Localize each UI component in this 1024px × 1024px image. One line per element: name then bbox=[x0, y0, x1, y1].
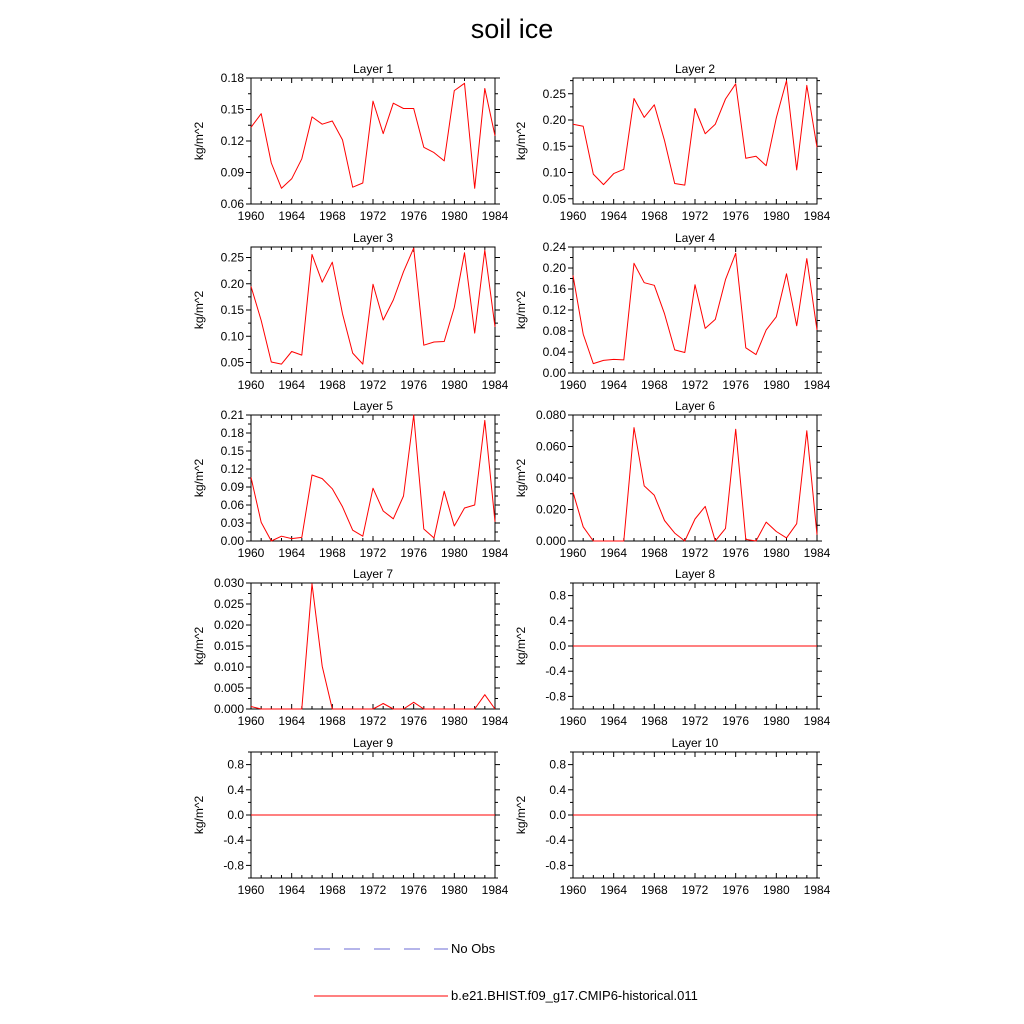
y-tick-label: 0.21 bbox=[220, 408, 244, 422]
y-tick-label: 0.25 bbox=[542, 86, 566, 101]
panel-title: Layer 8 bbox=[674, 567, 716, 581]
y-axis-label: kg/m^2 bbox=[192, 795, 206, 835]
panel-layer-6 bbox=[514, 399, 831, 560]
x-tick-label: 1972 bbox=[359, 546, 387, 560]
x-tick-label: 1972 bbox=[681, 883, 709, 897]
x-tick-label: 1984 bbox=[803, 378, 831, 392]
x-tick-label: 1980 bbox=[440, 378, 468, 392]
x-tick-label: 1964 bbox=[600, 209, 628, 223]
x-tick-label: 1980 bbox=[762, 883, 790, 897]
x-tick-label: 1968 bbox=[640, 546, 668, 560]
x-tick-label: 1976 bbox=[400, 714, 428, 728]
y-tick-label: 0.06 bbox=[220, 197, 244, 211]
y-tick-label: 0.00 bbox=[542, 366, 566, 380]
y-axis-label: kg/m^2 bbox=[514, 458, 528, 498]
y-tick-label: 0.18 bbox=[220, 426, 244, 440]
y-axis-label: kg/m^2 bbox=[192, 458, 206, 498]
x-tick-label: 1964 bbox=[278, 209, 306, 223]
x-tick-label: 1984 bbox=[803, 714, 831, 728]
x-tick-label: 1964 bbox=[600, 378, 628, 392]
panel-layer-2 bbox=[514, 62, 831, 223]
y-tick-label: 0.15 bbox=[220, 444, 244, 458]
panel-layer-5 bbox=[192, 399, 509, 560]
y-tick-label: 0.05 bbox=[542, 191, 566, 206]
y-tick-label: 0.12 bbox=[542, 303, 566, 317]
y-tick-label: 0.4 bbox=[227, 782, 244, 797]
figure-title: soil ice bbox=[470, 14, 554, 44]
x-tick-label: 1980 bbox=[762, 209, 790, 223]
panel-layer-7 bbox=[192, 567, 509, 728]
x-tick-label: 1960 bbox=[559, 883, 587, 897]
x-tick-label: 1984 bbox=[481, 209, 509, 223]
y-tick-label: -0.8 bbox=[545, 689, 566, 704]
y-tick-label: 0.025 bbox=[213, 597, 244, 611]
y-tick-label: 0.04 bbox=[542, 345, 566, 359]
x-tick-label: 1972 bbox=[681, 209, 709, 223]
legend-label-no-obs: No Obs bbox=[451, 941, 496, 956]
y-tick-label: 0.8 bbox=[549, 588, 566, 603]
y-tick-label: 0.8 bbox=[227, 757, 244, 772]
x-tick-label: 1972 bbox=[681, 546, 709, 560]
plot-frame bbox=[251, 247, 495, 373]
x-tick-label: 1972 bbox=[681, 378, 709, 392]
y-tick-label: 0.05 bbox=[220, 355, 244, 370]
y-tick-label: 0.12 bbox=[220, 462, 244, 476]
x-tick-label: 1972 bbox=[359, 209, 387, 223]
y-tick-label: -0.4 bbox=[545, 664, 566, 679]
y-tick-label: 0.005 bbox=[213, 681, 244, 695]
y-tick-label: 0.06 bbox=[220, 498, 244, 512]
panel-layer-10 bbox=[514, 736, 831, 897]
series-line bbox=[251, 83, 495, 188]
y-tick-label: 0.15 bbox=[542, 139, 566, 154]
panel-title: Layer 3 bbox=[352, 231, 394, 245]
y-tick-label: 0.10 bbox=[220, 329, 244, 344]
y-tick-label: 0.040 bbox=[535, 471, 566, 485]
y-axis-label: kg/m^2 bbox=[514, 795, 528, 835]
y-tick-label: 0.16 bbox=[542, 282, 566, 296]
x-tick-label: 1980 bbox=[440, 546, 468, 560]
y-tick-label: 0.0 bbox=[549, 639, 566, 653]
x-tick-label: 1968 bbox=[640, 883, 668, 897]
y-axis-label: kg/m^2 bbox=[514, 626, 528, 666]
y-axis-label: kg/m^2 bbox=[514, 290, 528, 330]
x-tick-label: 1984 bbox=[481, 546, 509, 560]
panel-title: Layer 10 bbox=[671, 736, 719, 750]
x-tick-label: 1980 bbox=[440, 209, 468, 223]
y-tick-label: 0.080 bbox=[535, 408, 566, 422]
x-tick-label: 1980 bbox=[762, 714, 790, 728]
y-tick-label: 0.09 bbox=[220, 165, 244, 180]
x-tick-label: 1976 bbox=[400, 378, 428, 392]
series-line bbox=[251, 415, 495, 541]
x-tick-label: 1964 bbox=[278, 546, 306, 560]
series-line bbox=[573, 253, 817, 363]
y-tick-label: 0.000 bbox=[213, 702, 244, 716]
y-tick-label: 0.00 bbox=[220, 534, 244, 548]
y-tick-label: 0.15 bbox=[220, 303, 244, 317]
x-tick-label: 1980 bbox=[762, 378, 790, 392]
x-tick-label: 1960 bbox=[237, 209, 265, 223]
x-tick-label: 1960 bbox=[237, 546, 265, 560]
y-tick-label: 0.20 bbox=[542, 113, 566, 127]
y-tick-label: 0.09 bbox=[220, 480, 244, 494]
y-tick-label: 0.03 bbox=[220, 516, 244, 530]
x-tick-label: 1964 bbox=[600, 883, 628, 897]
x-tick-label: 1972 bbox=[359, 883, 387, 897]
panel-title: Layer 1 bbox=[352, 62, 394, 76]
panel-layer-3 bbox=[192, 231, 509, 392]
x-tick-label: 1984 bbox=[481, 883, 509, 897]
x-tick-label: 1984 bbox=[803, 209, 831, 223]
y-tick-label: 0.015 bbox=[213, 639, 244, 653]
y-axis-label: kg/m^2 bbox=[192, 290, 206, 330]
y-axis-label: kg/m^2 bbox=[514, 121, 528, 161]
panel-title: Layer 5 bbox=[352, 399, 394, 413]
y-tick-label: 0.020 bbox=[535, 502, 566, 517]
panel-title: Layer 2 bbox=[674, 62, 716, 76]
x-tick-label: 1968 bbox=[640, 378, 668, 392]
y-tick-label: 0.8 bbox=[549, 757, 566, 772]
plot-frame bbox=[251, 415, 495, 541]
x-tick-label: 1980 bbox=[440, 883, 468, 897]
panel-title: Layer 4 bbox=[674, 231, 716, 245]
x-tick-label: 1964 bbox=[278, 714, 306, 728]
x-tick-label: 1964 bbox=[278, 378, 306, 392]
y-tick-label: 0.18 bbox=[220, 71, 244, 85]
x-tick-label: 1968 bbox=[640, 209, 668, 223]
x-tick-label: 1960 bbox=[237, 714, 265, 728]
y-tick-label: -0.8 bbox=[545, 858, 566, 873]
x-tick-label: 1960 bbox=[559, 546, 587, 560]
legend-label-model: b.e21.BHIST.f09_g17.CMIP6-historical.011 bbox=[451, 988, 698, 1003]
y-tick-label: 0.10 bbox=[542, 165, 566, 180]
x-tick-label: 1960 bbox=[559, 378, 587, 392]
panel-title: Layer 7 bbox=[352, 567, 394, 581]
x-tick-label: 1968 bbox=[318, 209, 346, 223]
series-line bbox=[251, 248, 495, 364]
x-tick-label: 1964 bbox=[278, 883, 306, 897]
y-tick-label: 0.12 bbox=[220, 134, 244, 148]
y-axis-label: kg/m^2 bbox=[192, 626, 206, 666]
y-tick-label: 0.25 bbox=[220, 250, 244, 265]
panel-title: Layer 9 bbox=[352, 736, 394, 750]
x-tick-label: 1984 bbox=[481, 714, 509, 728]
y-tick-label: 0.060 bbox=[535, 439, 566, 454]
panel-layer-8 bbox=[514, 567, 831, 728]
y-tick-label: -0.4 bbox=[545, 833, 566, 848]
x-tick-label: 1984 bbox=[481, 378, 509, 392]
y-tick-label: 0.030 bbox=[213, 576, 244, 590]
y-tick-label: -0.4 bbox=[223, 833, 244, 848]
y-tick-label: 0.010 bbox=[213, 660, 244, 674]
x-tick-label: 1964 bbox=[600, 546, 628, 560]
y-tick-label: 0.0 bbox=[227, 808, 244, 822]
y-tick-label: 0.15 bbox=[220, 102, 244, 117]
plot-frame bbox=[573, 247, 817, 373]
x-tick-label: 1976 bbox=[400, 883, 428, 897]
y-tick-label: 0.000 bbox=[535, 534, 566, 548]
x-tick-label: 1968 bbox=[318, 546, 346, 560]
x-tick-label: 1964 bbox=[600, 714, 628, 728]
x-tick-label: 1976 bbox=[400, 209, 428, 223]
plot-frame bbox=[251, 583, 495, 709]
x-tick-label: 1972 bbox=[359, 378, 387, 392]
x-tick-label: 1980 bbox=[762, 546, 790, 560]
x-tick-label: 1968 bbox=[318, 714, 346, 728]
x-tick-label: 1976 bbox=[722, 714, 750, 728]
panel-layer-9 bbox=[192, 736, 509, 897]
x-tick-label: 1976 bbox=[722, 546, 750, 560]
series-line bbox=[573, 81, 817, 186]
x-tick-label: 1972 bbox=[681, 714, 709, 728]
x-tick-label: 1976 bbox=[722, 883, 750, 897]
x-tick-label: 1960 bbox=[559, 209, 587, 223]
panel-layer-4 bbox=[514, 231, 831, 392]
series-line bbox=[251, 584, 495, 709]
plot-frame bbox=[251, 78, 495, 204]
y-tick-label: 0.4 bbox=[549, 613, 566, 628]
x-tick-label: 1980 bbox=[440, 714, 468, 728]
y-tick-label: 0.0 bbox=[549, 808, 566, 822]
x-tick-label: 1984 bbox=[803, 883, 831, 897]
series-line bbox=[573, 428, 817, 541]
y-tick-label: 0.24 bbox=[542, 240, 566, 254]
x-tick-label: 1972 bbox=[359, 714, 387, 728]
x-tick-label: 1968 bbox=[318, 883, 346, 897]
x-tick-label: 1960 bbox=[237, 883, 265, 897]
plot-frame bbox=[573, 415, 817, 541]
y-tick-label: -0.8 bbox=[223, 858, 244, 873]
plot-frame bbox=[573, 78, 817, 204]
y-axis-label: kg/m^2 bbox=[192, 121, 206, 161]
y-tick-label: 0.08 bbox=[542, 324, 566, 338]
x-tick-label: 1960 bbox=[237, 378, 265, 392]
x-tick-label: 1960 bbox=[559, 714, 587, 728]
x-tick-label: 1976 bbox=[400, 546, 428, 560]
y-tick-label: 0.20 bbox=[542, 261, 566, 275]
x-tick-label: 1976 bbox=[722, 378, 750, 392]
x-tick-label: 1984 bbox=[803, 546, 831, 560]
x-tick-label: 1968 bbox=[640, 714, 668, 728]
x-tick-label: 1968 bbox=[318, 378, 346, 392]
panel-title: Layer 6 bbox=[674, 399, 716, 413]
y-tick-label: 0.020 bbox=[213, 618, 244, 632]
y-tick-label: 0.4 bbox=[549, 782, 566, 797]
panel-layer-1 bbox=[192, 62, 509, 223]
x-tick-label: 1976 bbox=[722, 209, 750, 223]
y-tick-label: 0.20 bbox=[220, 276, 244, 291]
